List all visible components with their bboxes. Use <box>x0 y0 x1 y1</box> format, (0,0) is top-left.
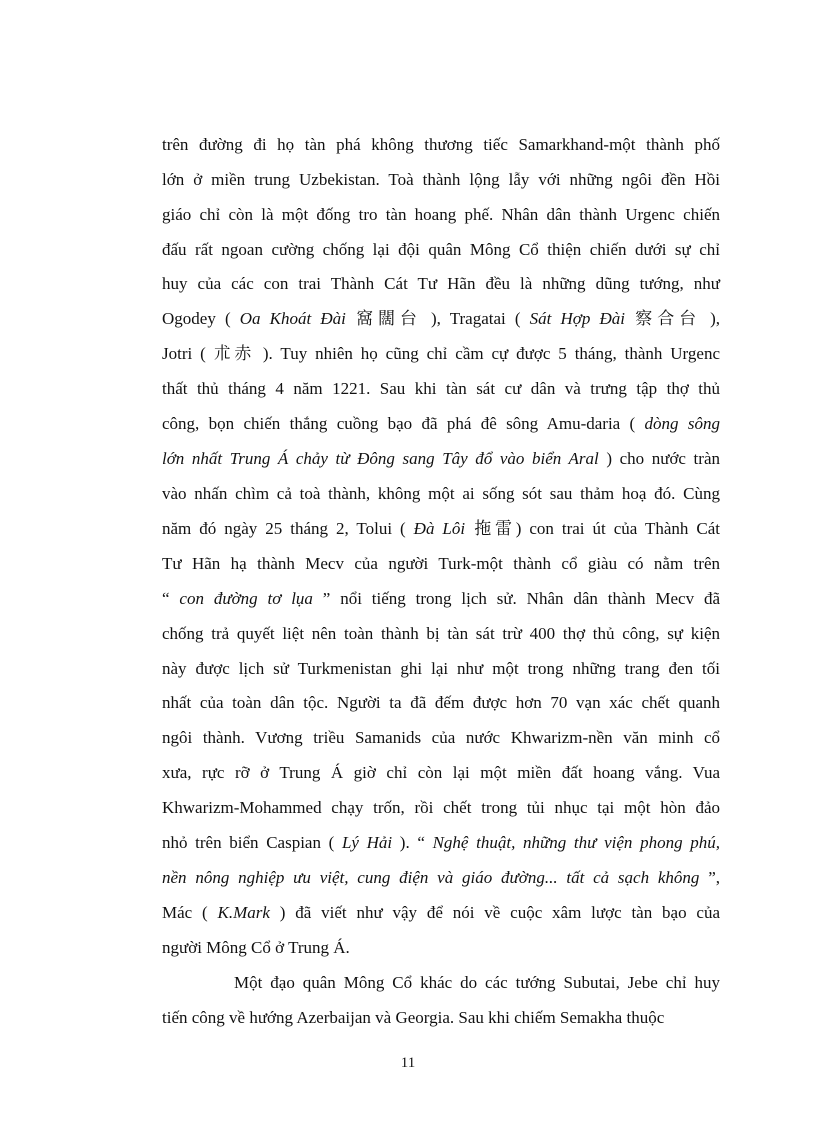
text-span: tiến công về hướng Azerbaijan và Georgia. Sau khi chiếm Semakha thuộc <box>162 1008 665 1027</box>
text-span: Jotri ( <box>162 344 214 363</box>
text-span: ). Tuy nhiên họ cũng chỉ cầm cự được 5 tháng, thành Urgenc <box>255 344 721 363</box>
text-line <box>162 203 720 227</box>
text-line <box>162 482 720 506</box>
text-span: này được lịch sử Turkmenistan ghi lại như một trong những trang đen tối <box>162 659 720 678</box>
text-line <box>162 447 720 471</box>
text-span: ), <box>700 309 721 328</box>
text-span: ) cho nước tràn <box>598 449 720 468</box>
text-span: Một đạo quân Mông Cổ khác do các tướng Subutai, Jebe chỉ huy <box>234 973 720 992</box>
text-span: xưa, rực rỡ ở Trung Á giờ chỉ còn lại một miền đất hoang vắng. Vua <box>162 763 720 782</box>
text-line <box>162 936 720 960</box>
text-span: giáo chỉ còn là một đống tro tàn hoang phế. Nhân dân thành Urgenc chiến <box>162 205 720 224</box>
text-line <box>162 238 720 262</box>
italic-text: Lý Hải <box>341 833 393 852</box>
text-span: ngôi thành. Vương triều Samanids của nước Khwarizm-nền văn minh cổ <box>162 728 720 747</box>
text-span: ” nổi tiếng trong lịch sử. Nhân dân thành Mecv đã <box>312 589 721 608</box>
text-line <box>234 971 720 995</box>
italic-text: dòng sông <box>644 414 720 433</box>
text-line <box>162 1006 720 1030</box>
text-span: công, bọn chiến thắng cuồng bạo đã phá đê sông Amu-daria ( <box>162 414 645 433</box>
text-line <box>162 726 720 750</box>
text-line <box>162 866 720 890</box>
text-line <box>162 307 720 331</box>
text-line <box>162 761 720 785</box>
text-span: nhỏ trên biển Caspian ( <box>162 833 342 852</box>
text-line <box>162 622 720 646</box>
text-line <box>162 342 720 366</box>
text-line <box>162 552 720 576</box>
text-span: ”, <box>699 868 720 887</box>
text-span: ). “ <box>392 833 433 852</box>
text-line <box>162 517 720 541</box>
text-line <box>162 412 720 436</box>
italic-text: lớn nhất Trung Á chảy từ Đông sang Tây đổ vào biển Aral <box>162 449 599 468</box>
text-span: “ <box>162 589 180 608</box>
text-span: chống trả quyết liệt nên toàn thành bị tàn sát trừ 400 thợ thủ công, sự kiện <box>162 624 720 643</box>
chinese-text: 察合台 <box>625 309 701 329</box>
italic-text: Đà Lôi <box>413 519 466 538</box>
text-line <box>162 657 720 681</box>
text-line <box>162 831 720 855</box>
chinese-text: 窩闊台 <box>345 309 422 329</box>
text-span: vào nhấn chìm cả toà thành, không một ai sống sót sau thảm hoạ đó. Cùng <box>162 484 720 503</box>
text-span: trên đường đi họ tàn phá không thương tiếc Samarkhand-một thành phố <box>162 135 720 154</box>
text-span: lớn ở miền trung Uzbekistan. Toà thành lộng lẫy với những ngôi đền Hồi <box>162 170 720 189</box>
chinese-text: 朮赤 <box>213 344 255 364</box>
italic-text: Nghệ thuật, những thư viện phong phú, <box>432 833 720 852</box>
text-span: năm đó ngày 25 tháng 2, Tolui ( <box>162 519 414 538</box>
text-span: Mác ( <box>162 903 218 922</box>
text-span: ) đã viết như vậy để nói về cuộc xâm lược tàn bạo của <box>269 903 720 922</box>
chinese-text: 拖雷 <box>465 519 516 539</box>
text-span: huy của các con trai Thành Cát Tư Hãn đều là những dũng tướng, như <box>162 274 720 293</box>
text-line <box>162 901 720 925</box>
text-line <box>162 691 720 715</box>
text-span: ) con trai út của Thành Cát <box>515 519 720 538</box>
text-span: đấu rất ngoan cường chống lại đội quân Mông Cổ thiện chiến dưới sự chỉ <box>162 240 720 259</box>
italic-text: con đường tơ lụa <box>179 589 313 608</box>
italic-text: Sát Hợp Đài <box>529 309 626 328</box>
text-line <box>162 377 720 401</box>
page-number: 11 <box>400 1055 416 1071</box>
text-span: người Mông Cổ ở Trung Á. <box>162 938 350 957</box>
text-line <box>162 272 720 296</box>
text-span: nhất của toàn dân tộc. Người ta đã đếm được hơn 70 vạn xác chết quanh <box>162 693 720 712</box>
italic-text: Oa Khoát Đài <box>239 309 346 328</box>
text-line <box>162 587 720 611</box>
text-span: ), Tragatai ( <box>421 309 530 328</box>
text-span: thất thủ tháng 4 năm 1221. Sau khi tàn sát cư dân và trưng tập thợ thủ <box>162 379 720 398</box>
text-span: Ogodey ( <box>162 309 240 328</box>
text-line <box>162 168 720 192</box>
text-span: Tư Hãn hạ thành Mecv của người Turk-một thành cổ giàu có nằm trên <box>162 554 720 573</box>
italic-text: nền nông nghiệp ưu việt, cung điện và giáo đường... tất cả sạch không <box>162 868 700 887</box>
text-line <box>162 133 720 157</box>
text-span: Khwarizm-Mohammed chạy trốn, rồi chết trong tủi nhục tại một hòn đảo <box>162 798 720 817</box>
text-line <box>162 796 720 820</box>
italic-text: K.Mark <box>217 903 270 922</box>
